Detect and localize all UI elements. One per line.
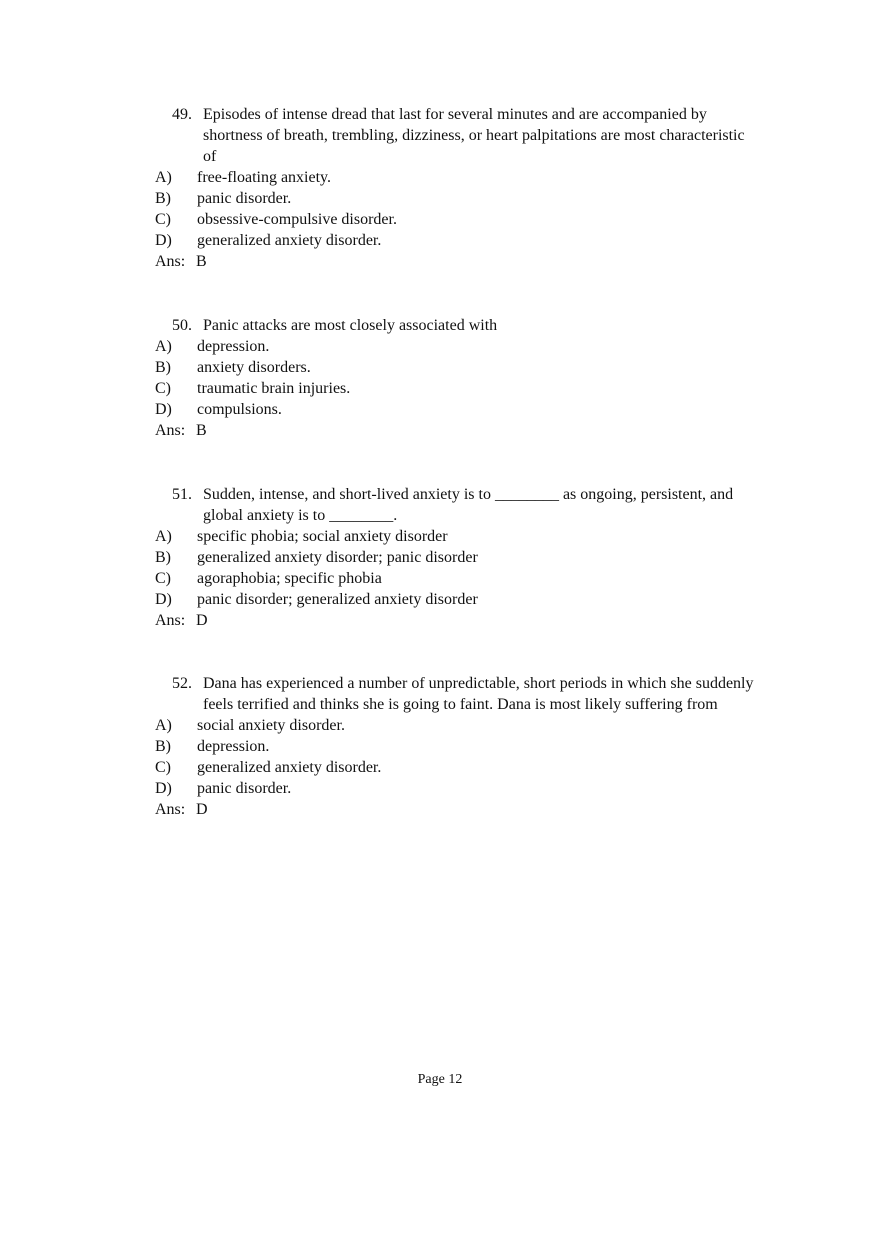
answer-value: B — [196, 253, 207, 270]
answer-line — [155, 251, 755, 272]
option-letter: C) — [155, 570, 171, 587]
option-text: panic disorder. — [197, 190, 292, 207]
question-49 — [155, 104, 755, 272]
option-c — [155, 209, 755, 230]
option-a — [155, 336, 755, 357]
option-letter: A) — [155, 169, 172, 186]
answer-value: D — [196, 801, 208, 818]
option-letter: A) — [155, 717, 172, 734]
option-letter: C) — [155, 380, 171, 397]
option-letter: D) — [155, 232, 172, 249]
question-number: 49. — [172, 106, 192, 123]
page-number: Page 12 — [417, 1072, 463, 1087]
option-d — [155, 589, 755, 610]
option-text: agoraphobia; specific phobia — [197, 570, 382, 587]
answer-value: D — [196, 612, 208, 629]
answer-line — [155, 420, 755, 441]
question-52 — [155, 673, 755, 820]
option-text: generalized anxiety disorder; panic disorder — [197, 549, 478, 566]
option-text: specific phobia; social anxiety disorder — [197, 528, 448, 545]
option-b — [155, 547, 755, 568]
question-stem — [172, 315, 755, 336]
option-text: panic disorder; generalized anxiety disorder — [197, 591, 478, 608]
option-letter: C) — [155, 211, 171, 228]
option-text: compulsions. — [197, 401, 282, 418]
answer-label: Ans: — [155, 801, 186, 818]
answer-line — [155, 799, 755, 820]
option-d — [155, 399, 755, 420]
option-text: free-floating anxiety. — [197, 169, 332, 186]
option-text: traumatic brain injuries. — [197, 380, 351, 397]
option-a — [155, 715, 755, 736]
option-d — [155, 230, 755, 251]
answer-line — [155, 610, 755, 631]
option-text: generalized anxiety disorder. — [197, 232, 382, 249]
option-letter: D) — [155, 780, 172, 797]
answer-label: Ans: — [155, 612, 186, 629]
option-a — [155, 526, 755, 547]
option-c — [155, 568, 755, 589]
answer-value: B — [196, 422, 207, 439]
question-50 — [155, 315, 755, 441]
option-text: anxiety disorders. — [197, 359, 311, 376]
option-letter: D) — [155, 401, 172, 418]
question-text: Episodes of intense dread that last for several minutes and are accompanied by shortness of breath, trembling, dizziness, or heart palpitations are most characteristic of — [203, 106, 745, 165]
option-letter: B) — [155, 190, 171, 207]
option-text: panic disorder. — [197, 780, 292, 797]
answer-label: Ans: — [155, 253, 186, 270]
option-letter: C) — [155, 759, 171, 776]
question-text: Dana has experienced a number of unpredictable, short periods in which she suddenly feels terrified and thinks she is going to faint. Dana is most likely suffering from — [203, 675, 754, 713]
option-text: depression. — [197, 338, 270, 355]
option-letter: B) — [155, 738, 171, 755]
option-letter: B) — [155, 549, 171, 566]
answer-label: Ans: — [155, 422, 186, 439]
option-text: social anxiety disorder. — [197, 717, 345, 734]
question-stem — [172, 104, 755, 167]
question-number: 51. — [172, 486, 192, 503]
option-letter: A) — [155, 528, 172, 545]
option-text: generalized anxiety disorder. — [197, 759, 382, 776]
option-a — [155, 167, 755, 188]
option-letter: B) — [155, 359, 171, 376]
option-letter: D) — [155, 591, 172, 608]
question-text: Panic attacks are most closely associated with — [203, 317, 498, 334]
question-text: Sudden, intense, and short-lived anxiety is to ________ as ongoing, persistent, and global anxiety is to ________. — [203, 486, 734, 524]
option-d — [155, 778, 755, 799]
option-c — [155, 757, 755, 778]
question-stem — [172, 673, 755, 715]
option-letter: A) — [155, 338, 172, 355]
option-b — [155, 736, 755, 757]
option-b — [155, 357, 755, 378]
question-number: 52. — [172, 675, 192, 692]
option-text: depression. — [197, 738, 270, 755]
option-b — [155, 188, 755, 209]
question-51 — [155, 484, 755, 631]
option-text: obsessive-compulsive disorder. — [197, 211, 397, 228]
option-c — [155, 378, 755, 399]
question-number: 50. — [172, 317, 192, 334]
question-stem — [172, 484, 755, 526]
